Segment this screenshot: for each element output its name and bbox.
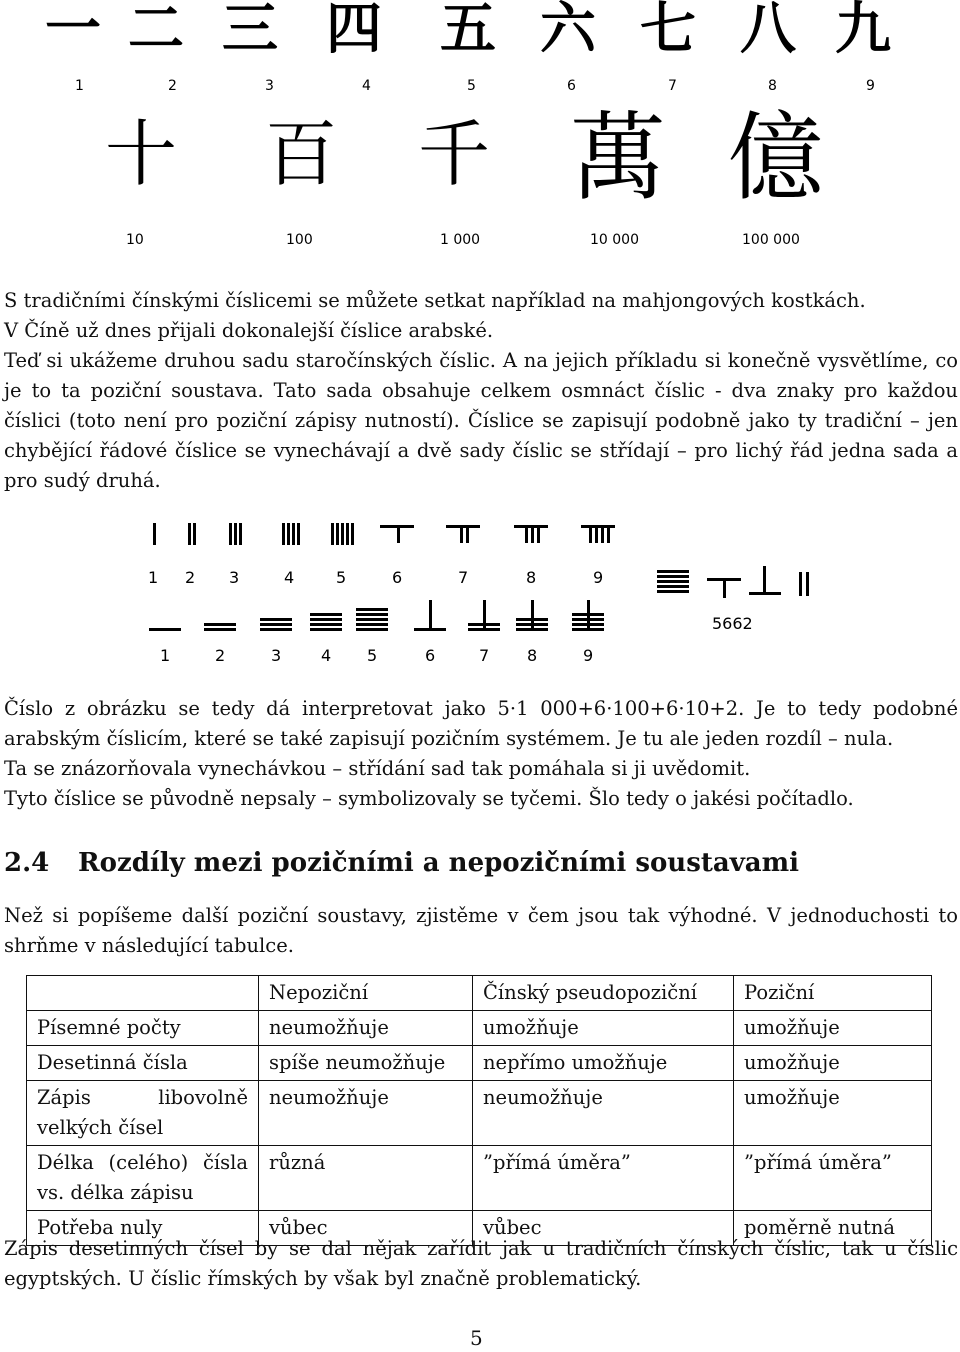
- paragraph-mahjong: [4, 286, 958, 346]
- rod-vertical-stroke: [239, 523, 242, 545]
- rod-vertical-stroke: [723, 578, 726, 598]
- numeral-glyph-9: 九: [835, 0, 891, 62]
- numeral-label: 6: [567, 78, 576, 94]
- table-cell: Potřeba nuly: [27, 1211, 259, 1246]
- rod-vertical-stroke: [331, 523, 334, 545]
- table-cell: neumožňuje: [259, 1081, 473, 1146]
- rod-horizontal-stroke: [149, 628, 181, 631]
- table-cell: ”přímá úměra”: [473, 1146, 734, 1211]
- paragraph-line: Číslo z obrázku se tedy dá interpretovat jako 5·1 000+6·100+6·10+2. Je to tedy podobné arabským číslicím, které se také zapisují pozičním systémem. Je tu ale jeden rozdíl – nula.: [4, 697, 958, 750]
- numeral-glyph-5: 五: [440, 0, 496, 62]
- table-cell: ”přímá úměra”: [734, 1146, 932, 1211]
- rod-label: 1: [160, 646, 171, 665]
- numeral-label: 2: [168, 78, 177, 94]
- paragraph-line: V Číně už dnes přijali dokonalejší číslice arabské.: [4, 319, 494, 342]
- table-cell: umožňuje: [473, 1011, 734, 1046]
- rod-horizontal-stroke: [204, 628, 236, 631]
- numeral-label: 3: [265, 78, 274, 94]
- paragraph-line: Tyto číslice se původně nepsaly – symbolizovaly se tyčemi. Šlo tedy o jakési počítadlo.: [4, 787, 854, 810]
- table-cell: umožňuje: [734, 1011, 932, 1046]
- numeral-label: 10 000: [590, 232, 639, 248]
- table-cell: Délka (celého) čísla vs. délka zápisu: [27, 1146, 259, 1211]
- paragraph-interpretation: [4, 694, 958, 814]
- table-header-cell: Nepoziční: [259, 976, 473, 1011]
- rod-vertical-stroke: [589, 525, 592, 543]
- numeral-glyph-8: 八: [740, 0, 796, 62]
- example-label: 5662: [712, 614, 753, 633]
- rod-vertical-stroke: [336, 523, 339, 545]
- rod-label: 2: [215, 646, 226, 665]
- numeral-glyph-10: 十: [105, 112, 178, 196]
- rod-vertical-stroke: [799, 572, 802, 596]
- rod-vertical-stroke: [234, 523, 237, 545]
- rod-vertical-stroke: [466, 525, 469, 543]
- rod-vertical-stroke: [607, 525, 610, 543]
- rod-horizontal-stroke: [414, 628, 446, 631]
- rod-label: 8: [526, 568, 537, 587]
- rod-vertical-stroke: [282, 523, 285, 545]
- rod-vertical-stroke: [287, 523, 290, 545]
- section-number: 2.4: [4, 848, 50, 878]
- rod-horizontal-stroke: [572, 623, 604, 626]
- numeral-glyph-4: 四: [326, 0, 382, 62]
- rod-vertical-stroke: [460, 525, 463, 543]
- numeral-label: 9: [866, 78, 875, 94]
- paragraph-table-intro: Než si popíšeme další poziční soustavy, zjistěme v čem jsou tak výhodné. V jednoduchosti to shrňme v následující tabulce.: [4, 904, 958, 957]
- rod-horizontal-stroke: [657, 575, 689, 578]
- rod-label: 2: [185, 568, 196, 587]
- rod-horizontal-stroke: [657, 590, 689, 593]
- rod-vertical-stroke: [297, 523, 300, 545]
- table-cell: neumožňuje: [473, 1081, 734, 1146]
- table-cell: různá: [259, 1146, 473, 1211]
- table-cell: nepřímo umožňuje: [473, 1046, 734, 1081]
- rod-vertical-stroke: [595, 525, 598, 543]
- table-header-cell: Čínský pseudopoziční: [473, 976, 734, 1011]
- numeral-glyph-100: 百: [265, 112, 338, 196]
- rod-label: 6: [392, 568, 403, 587]
- table-cell: poměrně nutná: [734, 1211, 932, 1246]
- rod-horizontal-stroke: [356, 608, 388, 611]
- rod-horizontal-stroke: [572, 613, 604, 616]
- rod-vertical-stroke: [806, 572, 809, 596]
- numeral-glyph-1000: 千: [418, 112, 491, 196]
- table-cell: vůbec: [473, 1211, 734, 1246]
- rod-horizontal-stroke: [657, 570, 689, 573]
- rod-horizontal-stroke: [310, 613, 342, 616]
- paragraph-closing: Zápis desetinných čísel by se dal nějak zařídit jak u tradičních čínských číslic, tak u číslic egyptských. U číslic římských by však byl značně problematický.: [4, 1237, 958, 1290]
- rod-horizontal-stroke: [468, 623, 500, 626]
- numeral-label: 8: [768, 78, 777, 94]
- comparison-table: [26, 975, 932, 1246]
- table-row: [27, 1011, 932, 1046]
- paragraph-line: Ta se znázorňovala vynechávkou – střídání sad tak pomáhala si ji uvědomit.: [4, 757, 751, 780]
- rod-label: 3: [229, 568, 240, 587]
- table-cell: Písemné počty: [27, 1011, 259, 1046]
- numeral-glyph-1: 一: [45, 0, 101, 62]
- numeral-label: 1: [75, 78, 84, 94]
- rod-vertical-stroke: [537, 525, 540, 543]
- table-cell: umožňuje: [734, 1046, 932, 1081]
- rod-vertical-stroke: [346, 523, 349, 545]
- table-header-cell: [27, 976, 259, 1011]
- rod-horizontal-stroke: [356, 613, 388, 616]
- numeral-label: 4: [362, 78, 371, 94]
- rod-vertical-stroke: [229, 523, 232, 545]
- numeral-glyph-3: 三: [222, 0, 278, 62]
- numeral-glyph-6: 六: [540, 0, 596, 62]
- rod-horizontal-stroke: [516, 628, 548, 631]
- rod-vertical-stroke: [341, 523, 344, 545]
- rod-label: 8: [527, 646, 538, 665]
- page-number: 5: [470, 1326, 483, 1350]
- rod-vertical-stroke: [153, 523, 156, 545]
- rod-label: 5: [367, 646, 378, 665]
- table-row: [27, 1146, 932, 1211]
- rod-vertical-stroke: [188, 523, 191, 545]
- section-title: Rozdíly mezi pozičními a nepozičními soustavami: [78, 848, 800, 878]
- table-cell: vůbec: [259, 1211, 473, 1246]
- rod-horizontal-stroke: [310, 623, 342, 626]
- table-cell: neumožňuje: [259, 1011, 473, 1046]
- rod-label: 7: [479, 646, 490, 665]
- rod-label: 7: [458, 568, 469, 587]
- rod-horizontal-stroke: [657, 585, 689, 588]
- rod-horizontal-stroke: [516, 618, 548, 621]
- section-heading: [4, 848, 799, 878]
- table-cell: Zápis libovolně velkých čísel: [27, 1081, 259, 1146]
- rod-horizontal-stroke: [516, 623, 548, 626]
- rod-label: 5: [336, 568, 347, 587]
- rod-horizontal-stroke: [356, 623, 388, 626]
- numeral-glyph-10000: 萬: [570, 102, 666, 214]
- rod-vertical-stroke: [292, 523, 295, 545]
- rod-horizontal-stroke: [749, 592, 781, 595]
- numeral-label: 100 000: [742, 232, 800, 248]
- rod-vertical-stroke: [601, 525, 604, 543]
- rod-horizontal-stroke: [260, 618, 292, 621]
- paragraph-line: S tradičními čínskými číslicemi se můžete setkat například na mahjongových kostkách.: [4, 289, 866, 312]
- table-cell: Desetinná čísla: [27, 1046, 259, 1081]
- rod-horizontal-stroke: [356, 618, 388, 621]
- rod-horizontal-stroke: [260, 623, 292, 626]
- rod-label: 3: [271, 646, 282, 665]
- rod-label: 9: [593, 568, 604, 587]
- rod-horizontal-stroke: [204, 623, 236, 626]
- rod-horizontal-stroke: [657, 580, 689, 583]
- table-header-row: [27, 976, 932, 1011]
- table-header-cell: Poziční: [734, 976, 932, 1011]
- rod-horizontal-stroke: [572, 628, 604, 631]
- rod-vertical-stroke: [763, 566, 766, 592]
- rod-horizontal-stroke: [310, 628, 342, 631]
- numeral-glyph-7: 七: [640, 0, 696, 62]
- rod-horizontal-stroke: [572, 618, 604, 621]
- numeral-label: 7: [668, 78, 677, 94]
- table-row: [27, 1081, 932, 1146]
- rod-horizontal-stroke: [468, 628, 500, 631]
- rod-vertical-stroke: [351, 523, 354, 545]
- rod-horizontal-stroke: [260, 628, 292, 631]
- rod-vertical-stroke: [193, 523, 196, 545]
- numeral-label: 10: [126, 232, 144, 248]
- numeral-label: 100: [286, 232, 313, 248]
- numeral-glyph-2: 二: [128, 0, 184, 62]
- rod-vertical-stroke: [397, 525, 400, 543]
- rod-vertical-stroke: [525, 525, 528, 543]
- rod-horizontal-stroke: [310, 618, 342, 621]
- rod-horizontal-stroke: [446, 525, 480, 528]
- rod-label: 4: [321, 646, 332, 665]
- table-row: [27, 1046, 932, 1081]
- paragraph-rod-numerals-intro: Teď si ukážeme druhou sadu staročínských číslic. A na jejich příkladu si konečně vysvětlíme, co je to ta poziční soustava. Tato sada obsahuje celkem osmnáct číslic - dva znaky pro každou číslici (toto není pro poziční zápisy nutností). Číslice se zapisují podobně jako ty tradiční – jen chybějící řádové číslice se vynechávají a dvě sady číslic se střídají – pro lichý řád jedna sada a pro sudý druhá.: [4, 349, 958, 492]
- rod-vertical-stroke: [531, 525, 534, 543]
- table-cell: umožňuje: [734, 1081, 932, 1146]
- numeral-label: 1 000: [440, 232, 481, 248]
- numeral-glyph-100000: 億: [728, 102, 824, 214]
- rod-vertical-stroke: [429, 600, 432, 630]
- rod-label: 6: [425, 646, 436, 665]
- rod-horizontal-stroke: [356, 628, 388, 631]
- numeral-label: 5: [467, 78, 476, 94]
- rod-label: 9: [583, 646, 594, 665]
- rod-label: 1: [148, 568, 159, 587]
- table-cell: spíše neumožňuje: [259, 1046, 473, 1081]
- rod-label: 4: [284, 568, 295, 587]
